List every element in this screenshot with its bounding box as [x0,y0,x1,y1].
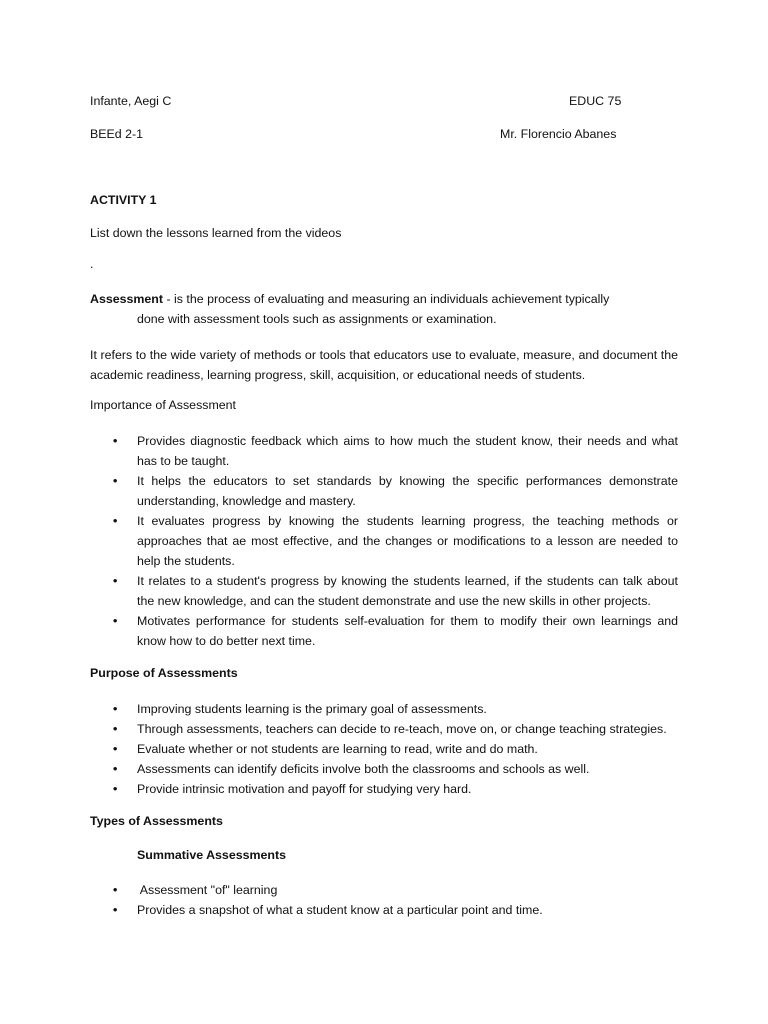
list-item [0,511,678,571]
list-item-text: Through assessments, teachers can decide to re-teach, move on, or change teaching strategies. [137,722,667,736]
list-item-text: Assessments can identify deficits involve both the classrooms and schools as well. [137,762,590,776]
list-item [0,431,678,471]
list-item [0,471,678,511]
list-item-text: Provides diagnostic feedback which aims to how much the student know, their needs and what has to be taught. [137,434,678,468]
list-item-text: Motivates performance for students self-evaluation for them to modify their own learnings and know how to do better next time. [137,614,678,648]
list-item-text: It evaluates progress by knowing the students learning progress, the teaching methods or approaches that ae most effective, and the changes or modifications to a lesson are needed to help the students. [137,514,678,568]
list-item-text: Improving students learning is the primary goal of assessments. [137,702,487,716]
summative-subheading: Summative Assessments [137,848,286,862]
assessment-definition-line1 [90,292,609,306]
list-item [0,759,678,779]
instruction: List down the lessons learned from the videos [90,226,342,240]
list-item [0,900,678,920]
bullet-icon: • [113,722,118,736]
bullet-icon: • [113,762,118,776]
bullet-icon: • [113,574,118,588]
purpose-list [0,699,768,799]
list-item-text: It relates to a student's progress by knowing the students learned, if the students can talk about the new knowledge, and can the student demonstrate and use the new skills in other projects. [137,574,678,608]
section: BEEd 2-1 [90,127,144,141]
list-item-text: Assessment "of" learning [137,883,278,897]
purpose-heading: Purpose of Assessments [90,666,238,680]
list-item [0,739,678,759]
list-item-text: Evaluate whether or not students are learning to read, write and do math. [137,742,538,756]
bullet-icon: • [113,514,118,528]
instructor-name: Mr. Florencio Abanes [500,127,617,141]
activity-title: ACTIVITY 1 [90,193,157,207]
importance-heading: Importance of Assessment [90,398,237,412]
list-item [0,571,678,611]
bullet-icon: • [113,434,118,448]
types-list [0,880,768,920]
types-heading: Types of Assessments [90,814,223,828]
bullet-icon: • [113,903,118,917]
dot-marker: . [90,257,94,271]
list-item-text: It helps the educators to set standards by knowing the specific performances demonstrate understanding, knowledge and mastery. [137,474,678,508]
list-item [0,719,678,739]
list-item [0,699,678,719]
assessment-definition-text: - is the process of evaluating and measuring an individuals achievement typically [163,292,610,306]
course-code: EDUC 75 [569,94,622,108]
bullet-icon: • [113,883,118,897]
importance-list [0,431,768,651]
bullet-icon: • [113,742,118,756]
student-name: Infante, Aegi C [90,94,172,108]
assessment-definition-line2: done with assessment tools such as assignments or examination. [137,312,497,326]
list-item [0,880,678,900]
list-item [0,779,678,799]
assessment-term: Assessment [90,292,164,306]
bullet-icon: • [113,702,118,716]
bullet-icon: • [113,782,118,796]
list-item-text: Provide intrinsic motivation and payoff for studying very hard. [137,782,472,796]
bullet-icon: • [113,474,118,488]
list-item-text: Provides a snapshot of what a student know at a particular point and time. [137,903,543,917]
list-item [0,611,678,651]
refers-paragraph: It refers to the wide variety of methods or tools that educators use to evaluate, measure, and document the academic readiness, learning progress, skill, acquisition, or educational needs of students. [90,348,678,382]
bullet-icon: • [113,614,118,628]
